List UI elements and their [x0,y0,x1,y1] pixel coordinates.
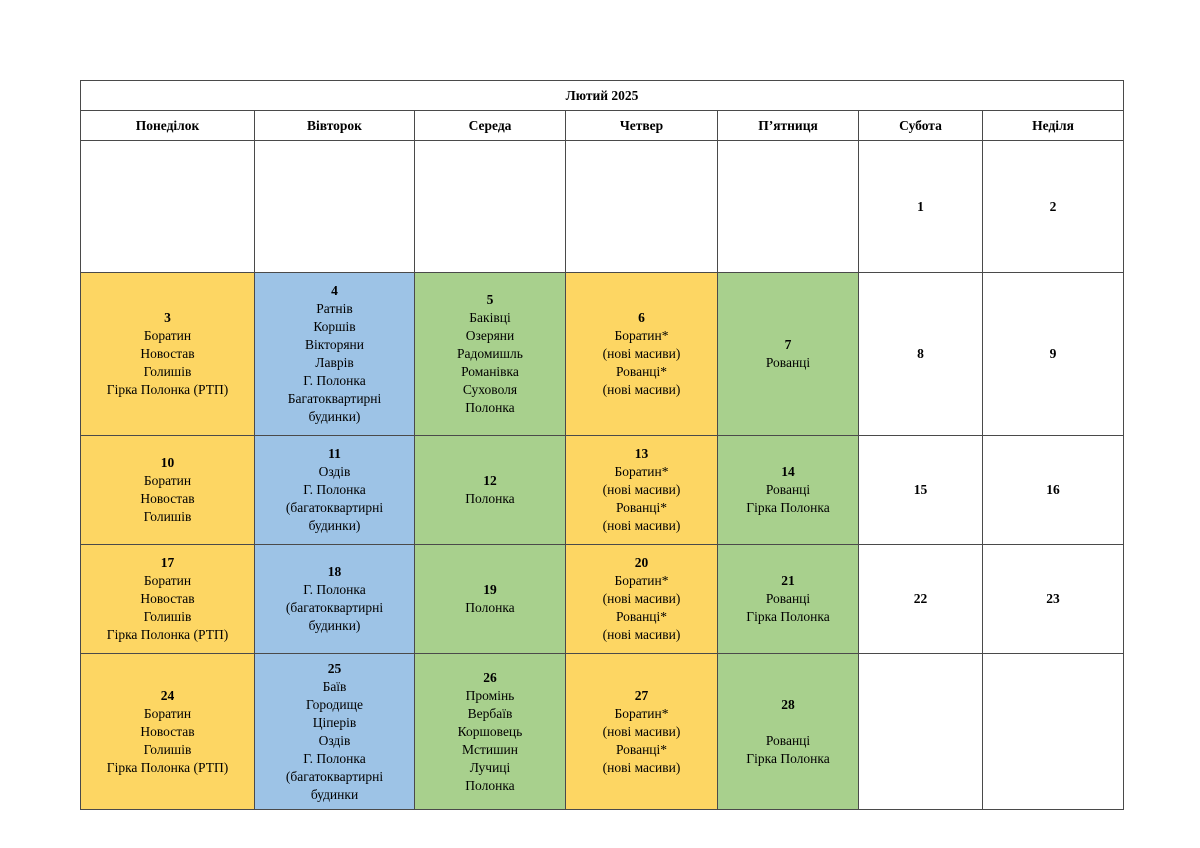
village-name: Суховоля [462,382,518,397]
calendar-day-cell [983,436,1124,545]
calendar-day-cell [859,654,983,810]
village-name: Полонка [465,491,515,506]
calendar-day-cell [566,654,718,810]
calendar-day-cell [255,545,415,654]
village-name: Новостав [140,346,195,361]
day-number: 5 [486,292,494,307]
calendar-day-cell [81,273,255,436]
village-name: Голишів [143,741,192,757]
calendar-day-cell [859,273,983,436]
village-name: Лучиці [469,759,511,775]
village-name: Новостав [140,723,195,739]
village-name: Баківці [469,310,511,325]
day-number: 15 [913,482,928,497]
day-number: 13 [634,446,649,461]
day-number: 26 [483,669,497,685]
day-number: 6 [638,310,645,325]
village-name: Голишів [143,364,192,379]
village-name: (нові масиви) [602,482,681,497]
village-name: Боратин [143,705,192,721]
village-name: будинки) [308,518,361,533]
village-name: Новостав [140,591,195,606]
village-name: Ціперів [312,714,357,730]
calendar-day-cell [718,141,859,273]
village-name: Голишів [143,609,192,624]
village-name: Рованці [765,355,811,370]
village-name: Радомишль [457,346,523,361]
calendar-day-cell [415,141,566,273]
calendar-day-cell [859,436,983,545]
weekday-header-friday: П’ятниця [718,111,859,141]
village-name: Коршів [313,319,356,334]
calendar-day-cell [718,273,859,436]
village-name: Промінь [465,687,515,703]
day-number: 22 [913,591,928,606]
day-number: 25 [327,660,342,676]
village-name: Мстишин [462,741,518,757]
calendar-day-cell [718,545,859,654]
village-name: Боратин [143,573,192,588]
village-name: Рованці* [615,364,668,379]
schedule-calendar-table [80,80,1124,810]
calendar-day-cell [566,436,718,545]
calendar-day-cell [566,545,718,654]
calendar-day-cell [415,545,566,654]
village-name: Баїв [322,678,347,694]
calendar-day-cell [983,141,1124,273]
village-name: будинки [310,786,359,802]
day-number: 4 [331,283,338,298]
calendar-day-cell [81,436,255,545]
village-name: Боратин* [614,328,669,343]
village-name: Голишів [143,509,192,524]
calendar-day-cell [255,273,415,436]
day-number: 10 [160,455,175,470]
calendar-day-cell [415,273,566,436]
village-name: Г. Полонка [303,582,366,597]
calendar-day-cell [859,545,983,654]
calendar-day-cell [859,141,983,273]
village-name: Лаврів [315,355,354,370]
calendar-day-cell [255,654,415,810]
village-name: Гірка Полонка [746,500,830,515]
village-name: Рованці [765,732,811,748]
village-name: (нові масиви) [602,759,681,775]
weekday-header-saturday: Субота [859,111,983,141]
village-name: (нові масиви) [602,591,681,606]
day-number: 2 [1049,198,1057,214]
village-name: Романівка [461,364,519,379]
weekday-header-monday: Понеділок [81,111,255,141]
day-number: 8 [917,346,924,361]
calendar-day-cell [255,141,415,273]
calendar-title: Лютий 2025 [81,81,1124,111]
village-name: Г. Полонка [303,482,366,497]
day-number: 12 [483,473,497,488]
day-number: 27 [634,687,649,703]
village-name: Боратин* [614,464,669,479]
calendar-day-cell [566,141,718,273]
day-number: 17 [160,555,175,570]
village-name: Рованці* [615,500,668,515]
weekday-header-wednesday: Середа [415,111,566,141]
calendar-week-row [81,545,1124,654]
village-name: (багатоквартирні [285,600,384,615]
village-name: Вікторяни [304,337,365,352]
calendar-day-cell [255,436,415,545]
village-name: (багатоквартирні [285,500,384,515]
village-name: Коршовець [457,723,523,739]
calendar-week-row [81,436,1124,545]
village-name: Новостав [140,491,195,506]
village-name: Полонка [465,600,515,615]
day-number: 23 [1046,591,1060,606]
village-name: (багатоквартирні [285,768,384,784]
calendar-day-cell [81,545,255,654]
day-number: 19 [483,582,497,597]
weekday-header-tuesday: Вівторок [255,111,415,141]
village-name: Боратин* [614,705,669,721]
calendar-day-cell [983,545,1124,654]
village-name: Гірка Полонка [746,750,830,766]
village-name: Г. Полонка [303,373,366,388]
village-name: Г. Полонка [303,750,366,766]
village-name: (нові масиви) [602,627,681,642]
village-name: Вербаїв [467,705,513,721]
calendar-week-row [81,654,1124,810]
village-name: Боратин* [614,573,669,588]
day-number: 11 [328,446,341,461]
village-name: Оздів [318,732,351,748]
village-name: Городище [306,696,363,712]
day-number: 24 [160,687,175,703]
village-name: Гірка Полонка [746,609,830,624]
village-name: (нові масиви) [602,346,681,361]
village-name: будинки) [308,409,361,424]
calendar-day-cell [718,436,859,545]
village-name: Боратин [143,473,192,488]
calendar-day-cell [81,141,255,273]
calendar-day-cell [983,654,1124,810]
village-name: Полонка [465,400,515,415]
day-number: 1 [917,198,924,214]
calendar-day-cell [566,273,718,436]
village-name: Гірка Полонка (РТП) [106,759,229,775]
village-name: Рованці [765,482,811,497]
village-name: Гірка Полонка (РТП) [106,627,229,642]
village-name: Рованці* [615,609,668,624]
day-number: 21 [781,573,795,588]
calendar-day-cell [718,654,859,810]
day-number: 9 [1049,346,1057,361]
day-number: 3 [164,310,171,325]
calendar-day-cell [983,273,1124,436]
calendar-day-cell [415,654,566,810]
calendar-day-cell [81,654,255,810]
village-name: Багатоквартирні [287,391,382,406]
calendar-day-cell [415,436,566,545]
day-number: 18 [327,564,342,579]
village-name: Гірка Полонка (РТП) [106,382,229,397]
village-name [718,714,858,732]
calendar-week-row [81,273,1124,436]
village-name: Ратнів [316,301,353,316]
village-name: (нові масиви) [602,382,681,397]
village-name: Рованці* [615,741,668,757]
village-name: Оздів [318,464,351,479]
village-name: (нові масиви) [602,518,681,533]
village-name: Рованці [765,591,811,606]
day-number: 28 [781,696,795,712]
day-number: 7 [784,337,792,352]
village-name: Озеряни [465,328,515,343]
village-name: будинки) [308,618,361,633]
village-name: Полонка [465,777,515,793]
village-name: (нові масиви) [602,723,681,739]
weekday-header-sunday: Неділя [983,111,1124,141]
day-number: 16 [1046,482,1060,497]
village-name: Боратин [143,328,192,343]
calendar-week-row [81,141,1124,273]
day-number: 20 [634,555,649,570]
weekday-header-thursday: Четвер [566,111,718,141]
day-number: 14 [781,464,795,479]
